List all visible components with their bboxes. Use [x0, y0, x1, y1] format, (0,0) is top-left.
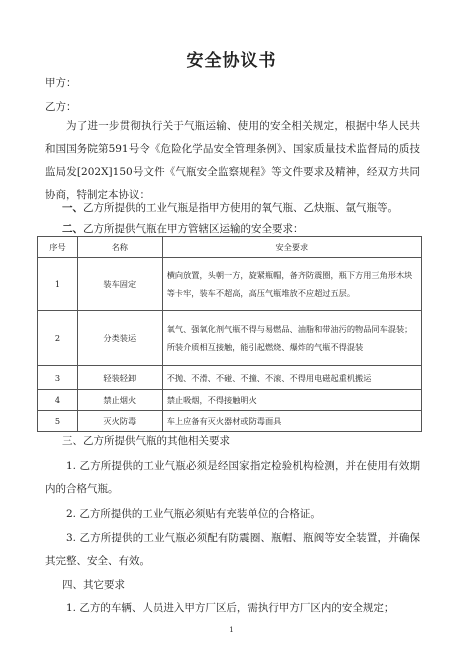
section-1-text: 乙方所提供的工业气瓶是指甲方使用的氧气瓶、乙炔瓶、氩气瓶等。	[83, 202, 398, 214]
section-4-item-1: 1. 乙方的车辆、人员进入甲方厂区后，需执行甲方厂区内的安全规定；	[66, 602, 395, 614]
section-2	[62, 222, 304, 236]
table-row	[38, 390, 422, 411]
section-4-heading: 四、其它要求	[62, 579, 125, 591]
party-b-label: 乙方：	[45, 101, 77, 113]
section-2-lead: 二、	[62, 223, 83, 235]
section-3-item-2: 2. 乙方所提供的工业气瓶必须贴有充装单位的合格证。	[66, 508, 321, 520]
row-requirement: 氧气、强氧化剂气瓶不得与易燃品、油脂和带油污的物品同车混装；所装介质相互接触，能引起燃烧、爆炸的气瓶不得混装	[162, 311, 421, 366]
section-3-item-3: 3. 乙方所提供的工业气瓶必须配有防震圈、瓶帽、瓶阀等安全装置，并确保其完整、安全、有效。	[45, 532, 420, 567]
row-no: 5	[38, 411, 78, 432]
party-a-label: 甲方：	[45, 77, 77, 89]
header-requirement: 安全要求	[162, 237, 421, 258]
table-row	[38, 411, 422, 432]
row-no: 1	[38, 258, 78, 311]
row-name: 分类装运	[77, 311, 162, 366]
section-1-lead: 一、	[62, 202, 83, 214]
row-requirement: 横向放置，头朝一方，旋紧瓶帽，备齐防震圈，瓶下方用三角形木块等卡牢，装车不超高，高压气瓶堆放不应超过五层。	[162, 258, 421, 311]
intro-paragraph: 为了进一步贯彻执行关于气瓶运输、使用的安全相关规定，根据中华人民共和国国务院第591号令《危险化学品安全管理条例》、国家质量技术监督局的质技监局发[202X]150号文件《气瓶安全监察规程》等文件要求及精神，经双方共同协商，特制定本协议：	[45, 120, 420, 201]
row-name: 装车固定	[77, 258, 162, 311]
section-2-text: 乙方所提供气瓶在甲方管辖区运输的安全要求：	[83, 223, 304, 235]
row-requirement: 禁止吸烟，不得接触明火	[162, 390, 421, 411]
section-3-heading: 三、乙方所提供气瓶的其他相关要求	[62, 435, 230, 447]
row-name: 禁止烟火	[77, 390, 162, 411]
row-name: 灭火防毒	[77, 411, 162, 432]
row-no: 4	[38, 390, 78, 411]
table-row	[38, 258, 422, 311]
table-row	[38, 366, 422, 390]
header-name: 名称	[77, 237, 162, 258]
section-3-item-1: 1. 乙方所提供的工业气瓶必须是经国家指定检验机构检测，并在使用有效期内的合格气瓶。	[45, 460, 420, 495]
row-name: 轻装轻卸	[77, 366, 162, 390]
section-1	[62, 201, 398, 215]
page-number: 1	[229, 626, 234, 634]
header-no: 序号	[38, 237, 78, 258]
row-no: 3	[38, 366, 78, 390]
table-row	[38, 311, 422, 366]
table-header-row	[38, 237, 422, 258]
document-title: 安全协议书	[186, 51, 277, 71]
row-requirement: 不抛、不滑、不碰、不撞、不滚、不得用电磁起重机搬运	[162, 366, 421, 390]
row-no: 2	[38, 311, 78, 366]
safety-requirements-table	[37, 236, 422, 432]
row-requirement: 车上应备有灭火器材或防毒面具	[162, 411, 421, 432]
